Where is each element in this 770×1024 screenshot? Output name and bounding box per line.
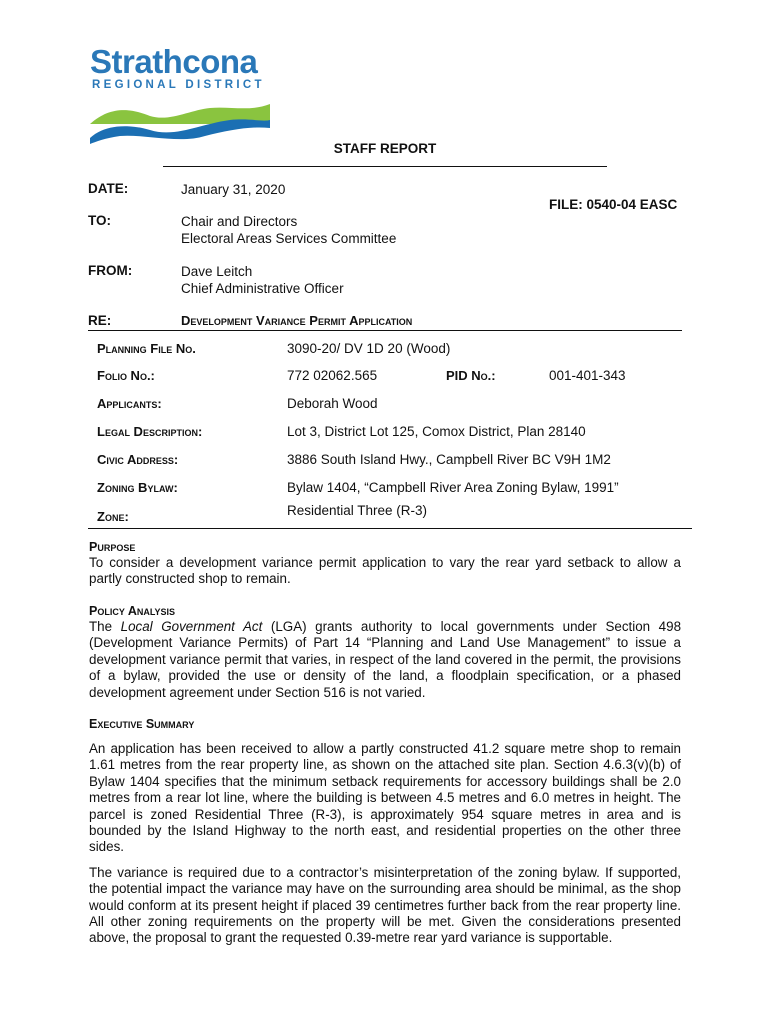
- to-label: TO:: [88, 213, 111, 228]
- strathcona-logo: [90, 44, 270, 144]
- policy-text-body: (LGA) grants authority to local governments under Section 498 (Development Variance Permits) of Part 14 “Planning and Land Use Management” to issue a development variance permit that varies, in respect of the land covered in the permit, the provisions of a bylaw, provided the use or density of the land, a floodplain specification, or a phased development agreement under Section 516 is not varied.: [89, 619, 682, 700]
- folio-value: 772 02062.565: [287, 368, 378, 383]
- applicants-value: Deborah Wood: [287, 396, 378, 411]
- legal-description-label: Legal Description:: [97, 424, 203, 439]
- pid-value: 001-401-343: [549, 368, 626, 383]
- title-divider: [163, 166, 607, 167]
- logo-landscape-icon: [90, 94, 270, 144]
- policy-text: [89, 619, 681, 710]
- report-title: STAFF REPORT: [333, 141, 437, 156]
- from-label: FROM:: [88, 263, 133, 278]
- policy-paragraph: [89, 619, 681, 701]
- date-value: January 31, 2020: [181, 182, 286, 197]
- zone-value: Residential Three (R-3): [287, 503, 428, 518]
- zone-label: Zone:: [97, 509, 129, 524]
- legal-description-value: Lot 3, District Lot 125, Comox District, Plan 28140: [287, 424, 586, 439]
- planning-file-value: 3090-20/ DV 1D 20 (Wood): [287, 341, 451, 356]
- to-recipient: Chair and Directors: [181, 214, 298, 229]
- executive-paragraph-1: An application has been received to allow a partly constructed 41.2 square metre shop to remain 1.61 metres from the rear property line, as shown on the attached site plan. Section 4.6.3(v)(b) of Bylaw 1404 specifies that the minimum setback requirements for accessory buildings shall be 2.0 metres from a rear lot line, where the building is between 4.5 metres and 6.0 metres in height. The parcel is zoned Residential Three (R-3), is approximately 954 square metres in area and is bounded by the Island Highway to the north east, and residential properties on the other three sides.: [89, 741, 681, 855]
- pid-label: PID No.:: [446, 368, 496, 383]
- planning-file-label: Planning File No.: [97, 341, 196, 356]
- civic-address-value: 3886 South Island Hwy., Campbell River BC V9H 1M2: [287, 452, 611, 467]
- logo-subtitle: REGIONAL DISTRICT: [92, 79, 265, 91]
- re-subject: Development Variance Permit Application: [181, 313, 413, 328]
- policy-act-name: Local Government Act: [120, 619, 263, 634]
- folio-label: Folio No.:: [97, 368, 155, 383]
- applicants-label: Applicants:: [97, 396, 162, 411]
- policy-text-prefix: The: [89, 619, 121, 634]
- zoning-bylaw-label: Zoning Bylaw:: [97, 480, 178, 495]
- executive-summary-text: [89, 741, 681, 956]
- purpose-heading: Purpose: [89, 540, 136, 554]
- logo-wordmark: Strathcona: [90, 43, 258, 80]
- zoning-bylaw-value: Bylaw 1404, “Campbell River Area Zoning Bylaw, 1991”: [287, 480, 619, 495]
- re-label: RE:: [88, 313, 112, 328]
- policy-heading: Policy Analysis: [89, 604, 176, 618]
- from-name: Dave Leitch: [181, 264, 253, 279]
- date-label: DATE:: [88, 181, 129, 196]
- executive-paragraph-2: The variance is required due to a contractor’s misinterpretation of the zoning bylaw. If supported, the potential impact the variance may have on the surrounding area should be minimal, as the shop would conform at its present height if placed 39 centimetres further back from the rear property line. All other zoning requirements on the property will be met. Given the considerations presented above, the proposal to grant the requested 0.39-metre rear yard variance is supportable.: [89, 864, 681, 946]
- to-committee: Electoral Areas Services Committee: [181, 231, 397, 246]
- from-title: Chief Administrative Officer: [181, 281, 344, 296]
- purpose-text: [89, 555, 681, 597]
- re-divider: [88, 330, 682, 331]
- details-divider: [88, 528, 692, 529]
- civic-address-label: Civic Address:: [97, 452, 179, 467]
- executive-summary-heading: Executive Summary: [89, 717, 195, 731]
- file-number: FILE: 0540-04 EASC: [549, 197, 678, 212]
- purpose-paragraph: To consider a development variance permit application to vary the rear yard setback to allow a partly constructed shop to remain.: [89, 555, 681, 587]
